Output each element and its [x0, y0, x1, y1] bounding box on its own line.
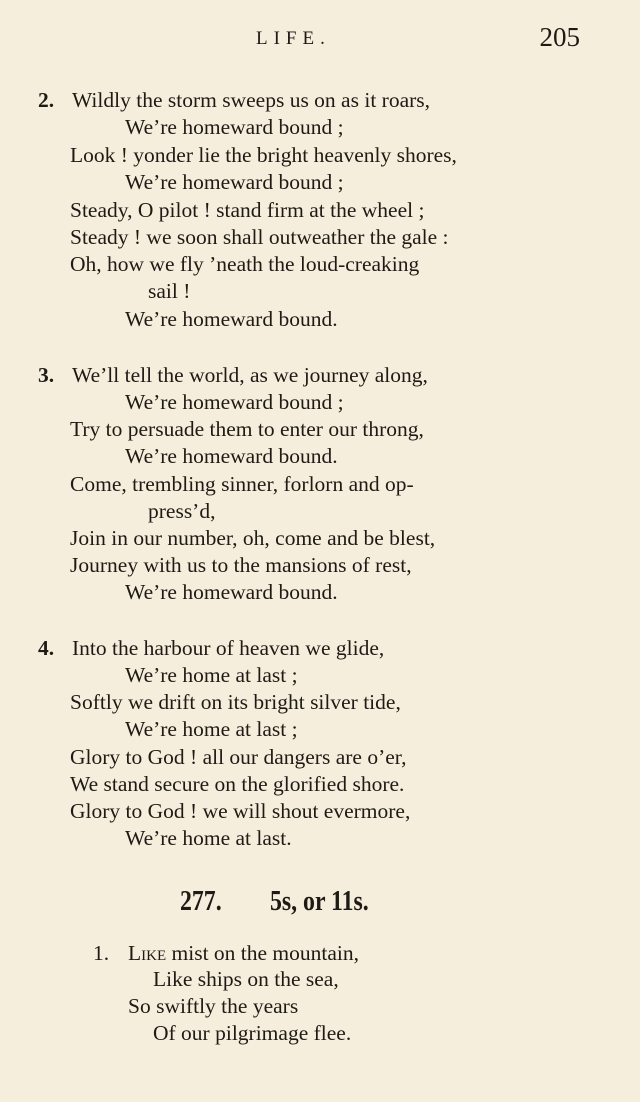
verse-line: We’re homeward bound. [125, 444, 338, 468]
verse-line: We’re homeward bound. [125, 580, 338, 604]
verse-line: Steady, O pilot ! stand firm at the wheel ; [70, 198, 425, 222]
first-word-small-caps: Like [128, 941, 167, 965]
verse-line: We stand secure on the glorified shore. [70, 772, 405, 796]
verse-line: We’re home at last ; [125, 663, 298, 687]
verse-line: We’re homeward bound ; [125, 170, 344, 194]
verse-line: Glory to God ! we will shout evermore, [70, 799, 411, 823]
stanza-number: 2. [38, 88, 55, 112]
verse-line: sail ! [148, 279, 191, 303]
verse-line: press’d, [148, 499, 216, 523]
hymn-heading [0, 886, 640, 926]
verse-line: Look ! yonder lie the bright heavenly shores, [70, 143, 457, 167]
verse-line: Oh, how we fly ’neath the loud-creaking [70, 252, 420, 276]
running-title: LIFE. [256, 28, 331, 49]
verse-line-first [128, 940, 359, 967]
page-number: 205 [539, 22, 580, 52]
verse-line: Journey with us to the mansions of rest, [70, 553, 412, 577]
verse-line: We’re home at last. [125, 826, 292, 850]
hymn-meter: 5s, or 11s. [270, 886, 369, 917]
verse-line: We’re homeward bound ; [125, 115, 344, 139]
verse-line: Come, trembling sinner, forlorn and op- [70, 472, 414, 496]
verse-line: Of our pilgrimage flee. [153, 1021, 352, 1045]
verse-line: Wildly the storm sweeps us on as it roars, [72, 88, 431, 112]
stanza-number: 3. [38, 363, 55, 387]
verse-line: Steady ! we soon shall outweather the gale : [70, 225, 449, 249]
verse-line: Like ships on the sea, [153, 967, 339, 991]
running-head [0, 22, 640, 58]
verse-line: We’re home at last ; [125, 717, 298, 741]
stanza-number: 4. [38, 636, 55, 660]
verse-line: Softly we drift on its bright silver tide, [70, 690, 401, 714]
verse-line: We’ll tell the world, as we journey along, [72, 363, 428, 387]
verse-line: Into the harbour of heaven we glide, [72, 636, 385, 660]
verse-line: We’re homeward bound ; [125, 390, 344, 414]
verse-line: Join in our number, oh, come and be blest, [70, 526, 436, 550]
stanza-number: 1. [93, 941, 110, 965]
hymn-number: 277. [180, 886, 222, 917]
verse-line-rest: mist on the mountain, [171, 941, 360, 965]
verse-line: Glory to God ! all our dangers are o’er, [70, 745, 407, 769]
verse-line: So swiftly the years [128, 994, 299, 1018]
verse-line: We’re homeward bound. [125, 307, 338, 331]
verse-line: Try to persuade them to enter our throng, [70, 417, 424, 441]
